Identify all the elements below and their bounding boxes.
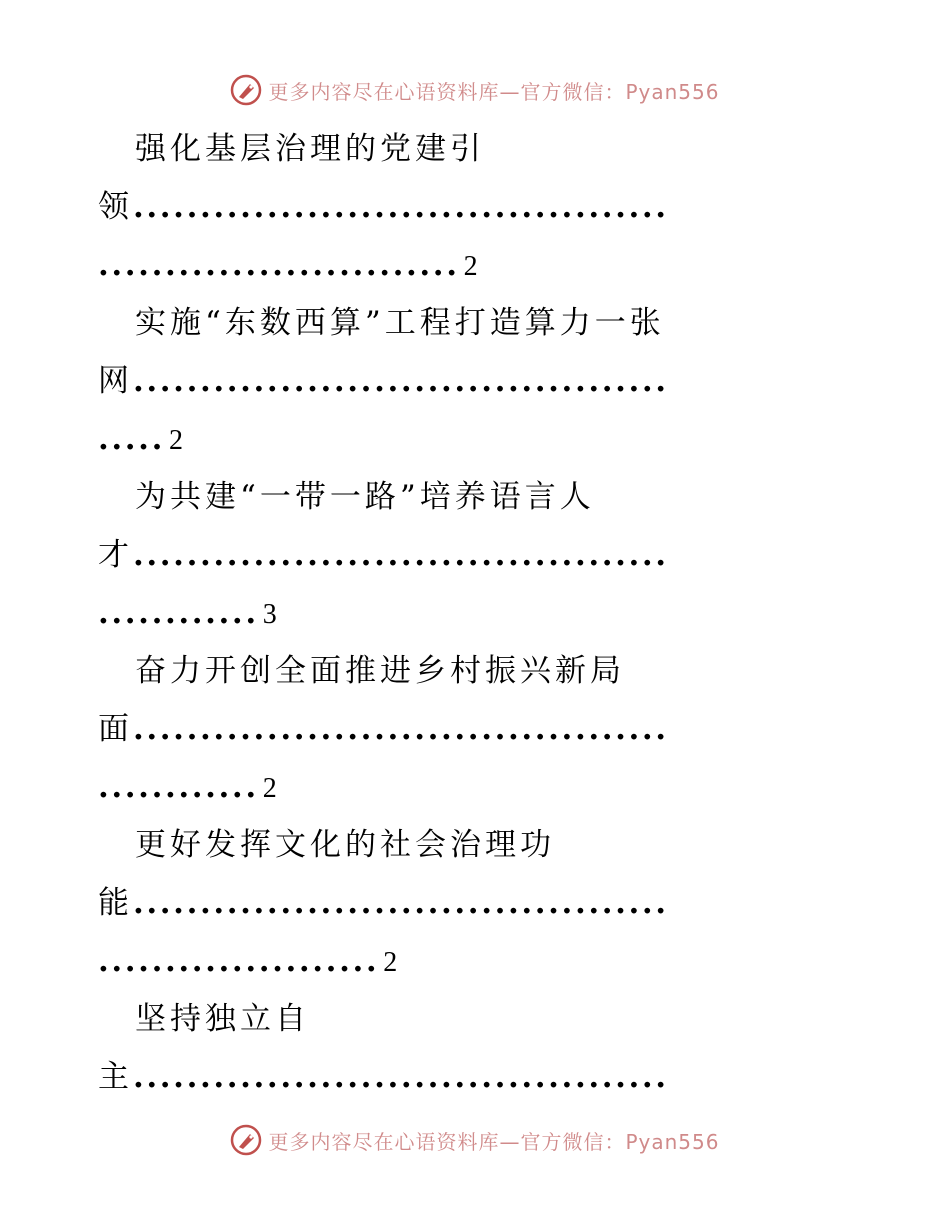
toc-entry-page-line: ..................... 2 bbox=[98, 943, 398, 979]
toc-entry-leader: 面........................................ bbox=[98, 711, 669, 747]
toc-entry-title[interactable]: 更好发挥文化的社会治理功 bbox=[135, 827, 555, 863]
toc-entry-leader: 才........................................ bbox=[98, 537, 669, 573]
toc-entry-title[interactable]: 为共建“一带一路”培养语言人 bbox=[135, 479, 595, 515]
toc-entry-title[interactable]: 奋力开创全面推进乡村振兴新局 bbox=[135, 653, 625, 689]
toc-entry-leader: 领........................................ bbox=[98, 189, 669, 225]
toc-entry-leader: 能........................................ bbox=[98, 885, 669, 921]
toc-entry-leader: 主........................................ bbox=[98, 1059, 669, 1095]
page-number[interactable]: 2 bbox=[383, 947, 398, 978]
page-number[interactable]: 2 bbox=[168, 425, 183, 456]
toc-entry-title[interactable]: 强化基层治理的党建引 bbox=[135, 131, 485, 167]
toc-entry-page-line: ..... 2 bbox=[98, 421, 183, 457]
page-number[interactable]: 2 bbox=[463, 251, 478, 282]
page-number[interactable]: 3 bbox=[262, 599, 277, 630]
pen-nib-icon bbox=[230, 1124, 262, 1156]
toc-entry-page-line: ........................... 2 bbox=[98, 247, 478, 283]
toc-entry-leader: 网........................................ bbox=[98, 363, 669, 399]
header-watermark bbox=[0, 70, 950, 110]
toc-entry-page-line: ............ 2 bbox=[98, 769, 277, 805]
pen-nib-icon bbox=[230, 74, 262, 106]
toc-entry-title[interactable]: 实施“东数西算”工程打造算力一张 bbox=[135, 305, 665, 341]
table-of-contents bbox=[98, 120, 842, 1106]
footer-watermark-text: 更多内容尽在心语资料库—官方微信：Pyan556 bbox=[268, 1129, 720, 1154]
toc-entry-title[interactable]: 坚持独立自 bbox=[135, 1001, 310, 1037]
toc-entry-page-line: ............ 3 bbox=[98, 595, 277, 631]
footer-watermark bbox=[0, 1120, 950, 1160]
page-number[interactable]: 2 bbox=[262, 773, 277, 804]
header-watermark-text: 更多内容尽在心语资料库—官方微信：Pyan556 bbox=[268, 79, 720, 104]
